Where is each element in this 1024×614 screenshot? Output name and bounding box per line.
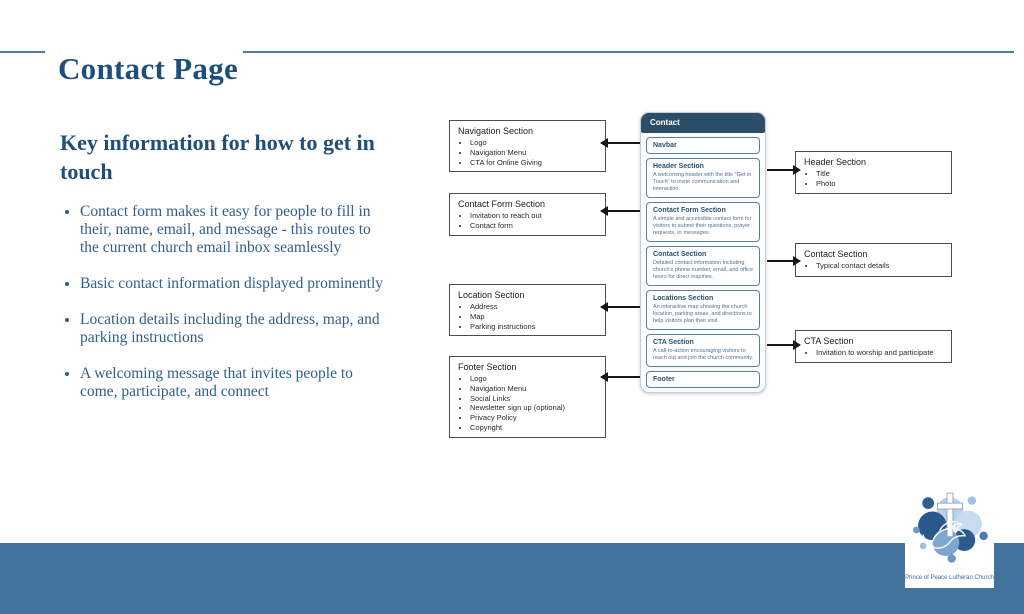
mockup-section-title: Footer <box>653 375 675 383</box>
mockup-section-navbar <box>646 137 760 154</box>
annotation-box-items <box>804 261 945 271</box>
arrow-right-icon <box>767 344 794 346</box>
annotation-box-footer-section <box>449 356 606 438</box>
arrow-left-icon <box>607 210 640 212</box>
annotation-item: • Title <box>816 169 945 179</box>
mockup-section-desc: An interactive map showing the church location, parking areas, and directions to help visitors plan their visit. <box>653 303 752 324</box>
annotation-box-title: Contact Form Section <box>458 199 546 209</box>
annotation-box-title: Contact Section <box>804 249 868 259</box>
annotation-box-contact-section <box>795 243 952 277</box>
annotation-box-items <box>804 348 945 358</box>
annotation-item: • CTA for Online Giving <box>470 158 599 168</box>
annotation-item: • Contact form <box>470 221 599 231</box>
annotation-item: • Parking instructions <box>470 322 599 332</box>
key-point-item: • Basic contact information displayed prominently <box>80 275 392 293</box>
mockup-section-title: CTA Section <box>653 338 694 346</box>
mockup-section-desc: A call-to-action encouraging visitors to reach out and join the church community. <box>653 347 754 361</box>
annotation-box-title: Navigation Section <box>458 126 534 136</box>
arrow-right-icon <box>767 169 794 171</box>
arrow-left-icon <box>607 376 640 378</box>
key-point-item: • A welcoming message that invites people to come, participate, and connect <box>80 365 392 401</box>
annotation-box-location-section <box>449 284 606 336</box>
mockup-section-title: Header Section <box>653 163 704 170</box>
annotation-box-title: CTA Section <box>804 336 854 346</box>
annotation-box-items <box>458 138 599 167</box>
mockup-section-desc: A welcoming header with the title "Get in Touch" to invite communication and interaction. <box>653 172 752 192</box>
title-rule-right <box>243 51 1014 53</box>
arrow-left-icon <box>607 142 640 144</box>
page-title: Contact Page <box>58 50 239 86</box>
mockup-section-title: Navbar <box>653 142 677 149</box>
bottom-accent-bar <box>0 543 1024 614</box>
annotation-item: • Photo <box>816 179 945 189</box>
annotation-box-cta-section <box>795 330 952 363</box>
annotation-item: • Logo <box>470 138 599 148</box>
mockup-section-desc: A simple and accessible contact form for visitors to submit their questions, prayer requests, or messages. <box>653 215 752 236</box>
annotation-box-title: Location Section <box>458 290 525 300</box>
annotation-item: • Invitation to reach out <box>470 211 599 221</box>
key-points-list <box>62 203 392 419</box>
annotation-item: • Navigation Menu <box>470 384 599 394</box>
annotation-item: • Social Links <box>470 394 599 404</box>
mockup-section-desc: Detailed contact information including church's phone number, email, and office hours for direct inquiries. <box>653 259 754 280</box>
mockup-section-footer <box>646 371 760 388</box>
arrow-left-icon <box>607 306 640 308</box>
annotation-item: • Newsletter sign up (optional) <box>470 403 599 413</box>
annotation-item: • Map <box>470 312 599 322</box>
annotation-box-title: Header Section <box>804 157 867 167</box>
church-logo <box>905 468 994 588</box>
contact-page-mockup <box>640 112 766 393</box>
arrow-right-icon <box>767 260 794 262</box>
annotation-box-header-section <box>795 151 952 194</box>
church-logo-art <box>908 488 992 572</box>
mockup-section-title: Locations Section <box>653 294 714 302</box>
annotation-item: • Address <box>470 302 599 312</box>
annotation-box-navigation-section <box>449 120 606 172</box>
content-heading: Key information for how to get in touch <box>60 130 375 185</box>
mockup-section-header <box>646 158 760 198</box>
key-point-item: • Contact form makes it easy for people to fill in their, name, email, and message - this routes to the current church email inbox seamlessly <box>80 203 392 257</box>
annotation-box-contact-form-section <box>449 193 606 236</box>
annotation-item: • Navigation Menu <box>470 148 599 158</box>
annotation-box-items <box>458 211 599 231</box>
mockup-section-contact-form <box>646 202 760 242</box>
annotation-item: • Typical contact details <box>816 261 945 271</box>
mockup-section-contact <box>646 246 760 286</box>
annotation-box-items <box>458 374 599 433</box>
mockup-section-locations <box>646 290 760 330</box>
mockup-header: Contact <box>641 113 765 133</box>
annotation-box-items <box>458 302 599 331</box>
mockup-section-title: Contact Form Section <box>653 206 726 214</box>
key-point-item: • Location details including the address, map, and parking instructions <box>80 311 392 347</box>
annotation-box-title: Footer Section <box>458 362 517 372</box>
annotation-item: • Privacy Policy <box>470 413 599 423</box>
mockup-section-title: Contact Section <box>653 250 707 258</box>
annotation-box-items <box>804 169 945 189</box>
annotation-item: • Logo <box>470 374 599 384</box>
title-rule-left <box>0 51 45 53</box>
annotation-item: • Copyright <box>470 423 599 433</box>
logo-caption: Prince of Peace Lutheran Church <box>905 575 994 581</box>
mockup-section-cta <box>646 334 760 367</box>
annotation-item: • Invitation to worship and participate <box>816 348 945 358</box>
